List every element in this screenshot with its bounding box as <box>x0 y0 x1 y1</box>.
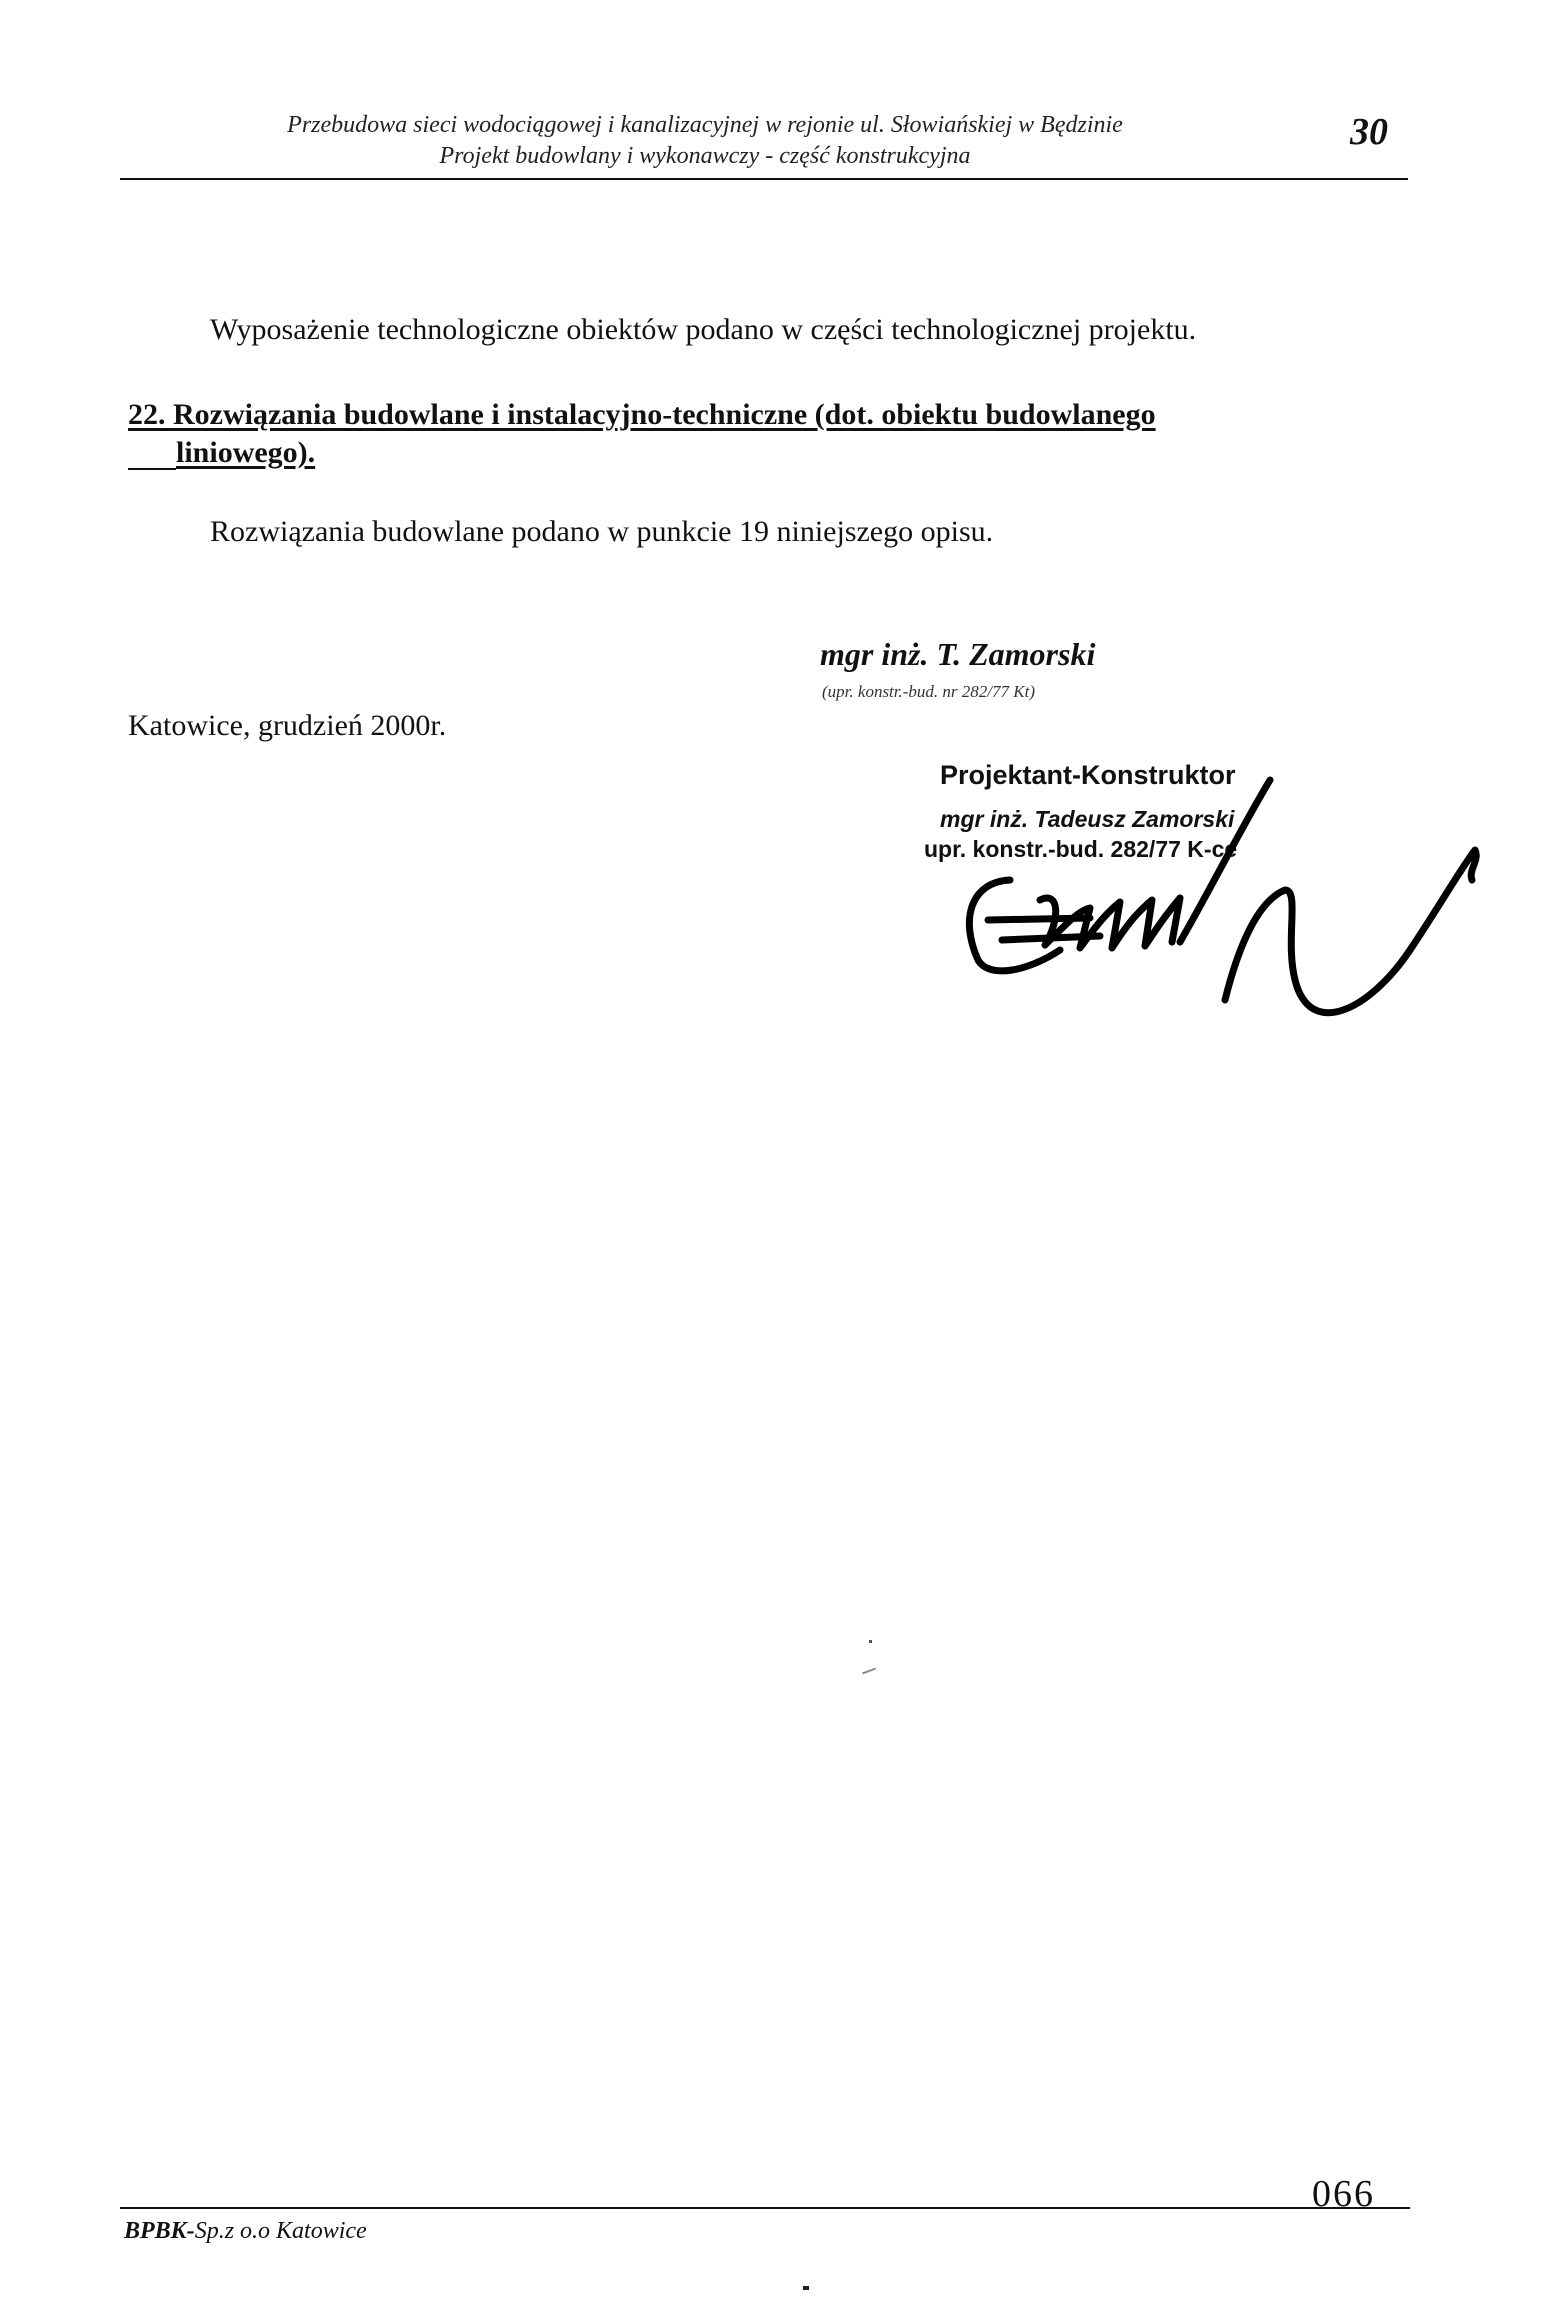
designer-name: mgr inż. T. Zamorski <box>820 636 1096 672</box>
designer-license: (upr. konstr.-bud. nr 282/77 Kt) <box>822 682 1035 701</box>
paragraph-equipment: Wyposażenie technologiczne obiektów podano w części technologicznej projektu. <box>210 313 1197 346</box>
footer-company <box>124 2218 367 2245</box>
page-number: 30 <box>1350 111 1388 153</box>
handwritten-signature <box>940 770 1540 1040</box>
footer-company-rest: Sp.z o.o Katowice <box>194 2218 367 2244</box>
stamp-license: upr. konstr.-bud. 282/77 K-ce <box>924 836 1238 862</box>
sheet-mark: 066 <box>1312 2173 1375 2215</box>
stamp-title: Projektant-Konstruktor <box>940 760 1236 790</box>
footer-company-bold: BPBK- <box>124 2218 195 2244</box>
header-title-line1: Przebudowa sieci wodociągowej i kanalizacyjnej w rejonie ul. Słowiańskiej w Będzinie <box>287 112 1123 138</box>
scan-speck <box>869 1640 872 1643</box>
section-22-heading-line2: liniowego). <box>176 436 316 469</box>
heading-indent-underline <box>128 468 176 470</box>
footer-rule <box>120 2207 1410 2209</box>
stamp-designer: mgr inż. Tadeusz Zamorski <box>940 806 1235 832</box>
place-and-date: Katowice, grudzień 2000r. <box>128 709 447 742</box>
paragraph-solutions: Rozwiązania budowlane podano w punkcie 19 niniejszego opisu. <box>210 515 994 548</box>
scan-speck <box>803 2286 809 2290</box>
scan-speck <box>862 1668 876 1675</box>
section-22-heading-line1: 22. Rozwiązania budowlane i instalacyjno-techniczne (dot. obiektu budowlanego <box>128 398 1156 431</box>
header-title-line2: Projekt budowlany i wykonawczy - część konstrukcyjna <box>439 143 971 169</box>
header-rule <box>120 178 1408 180</box>
